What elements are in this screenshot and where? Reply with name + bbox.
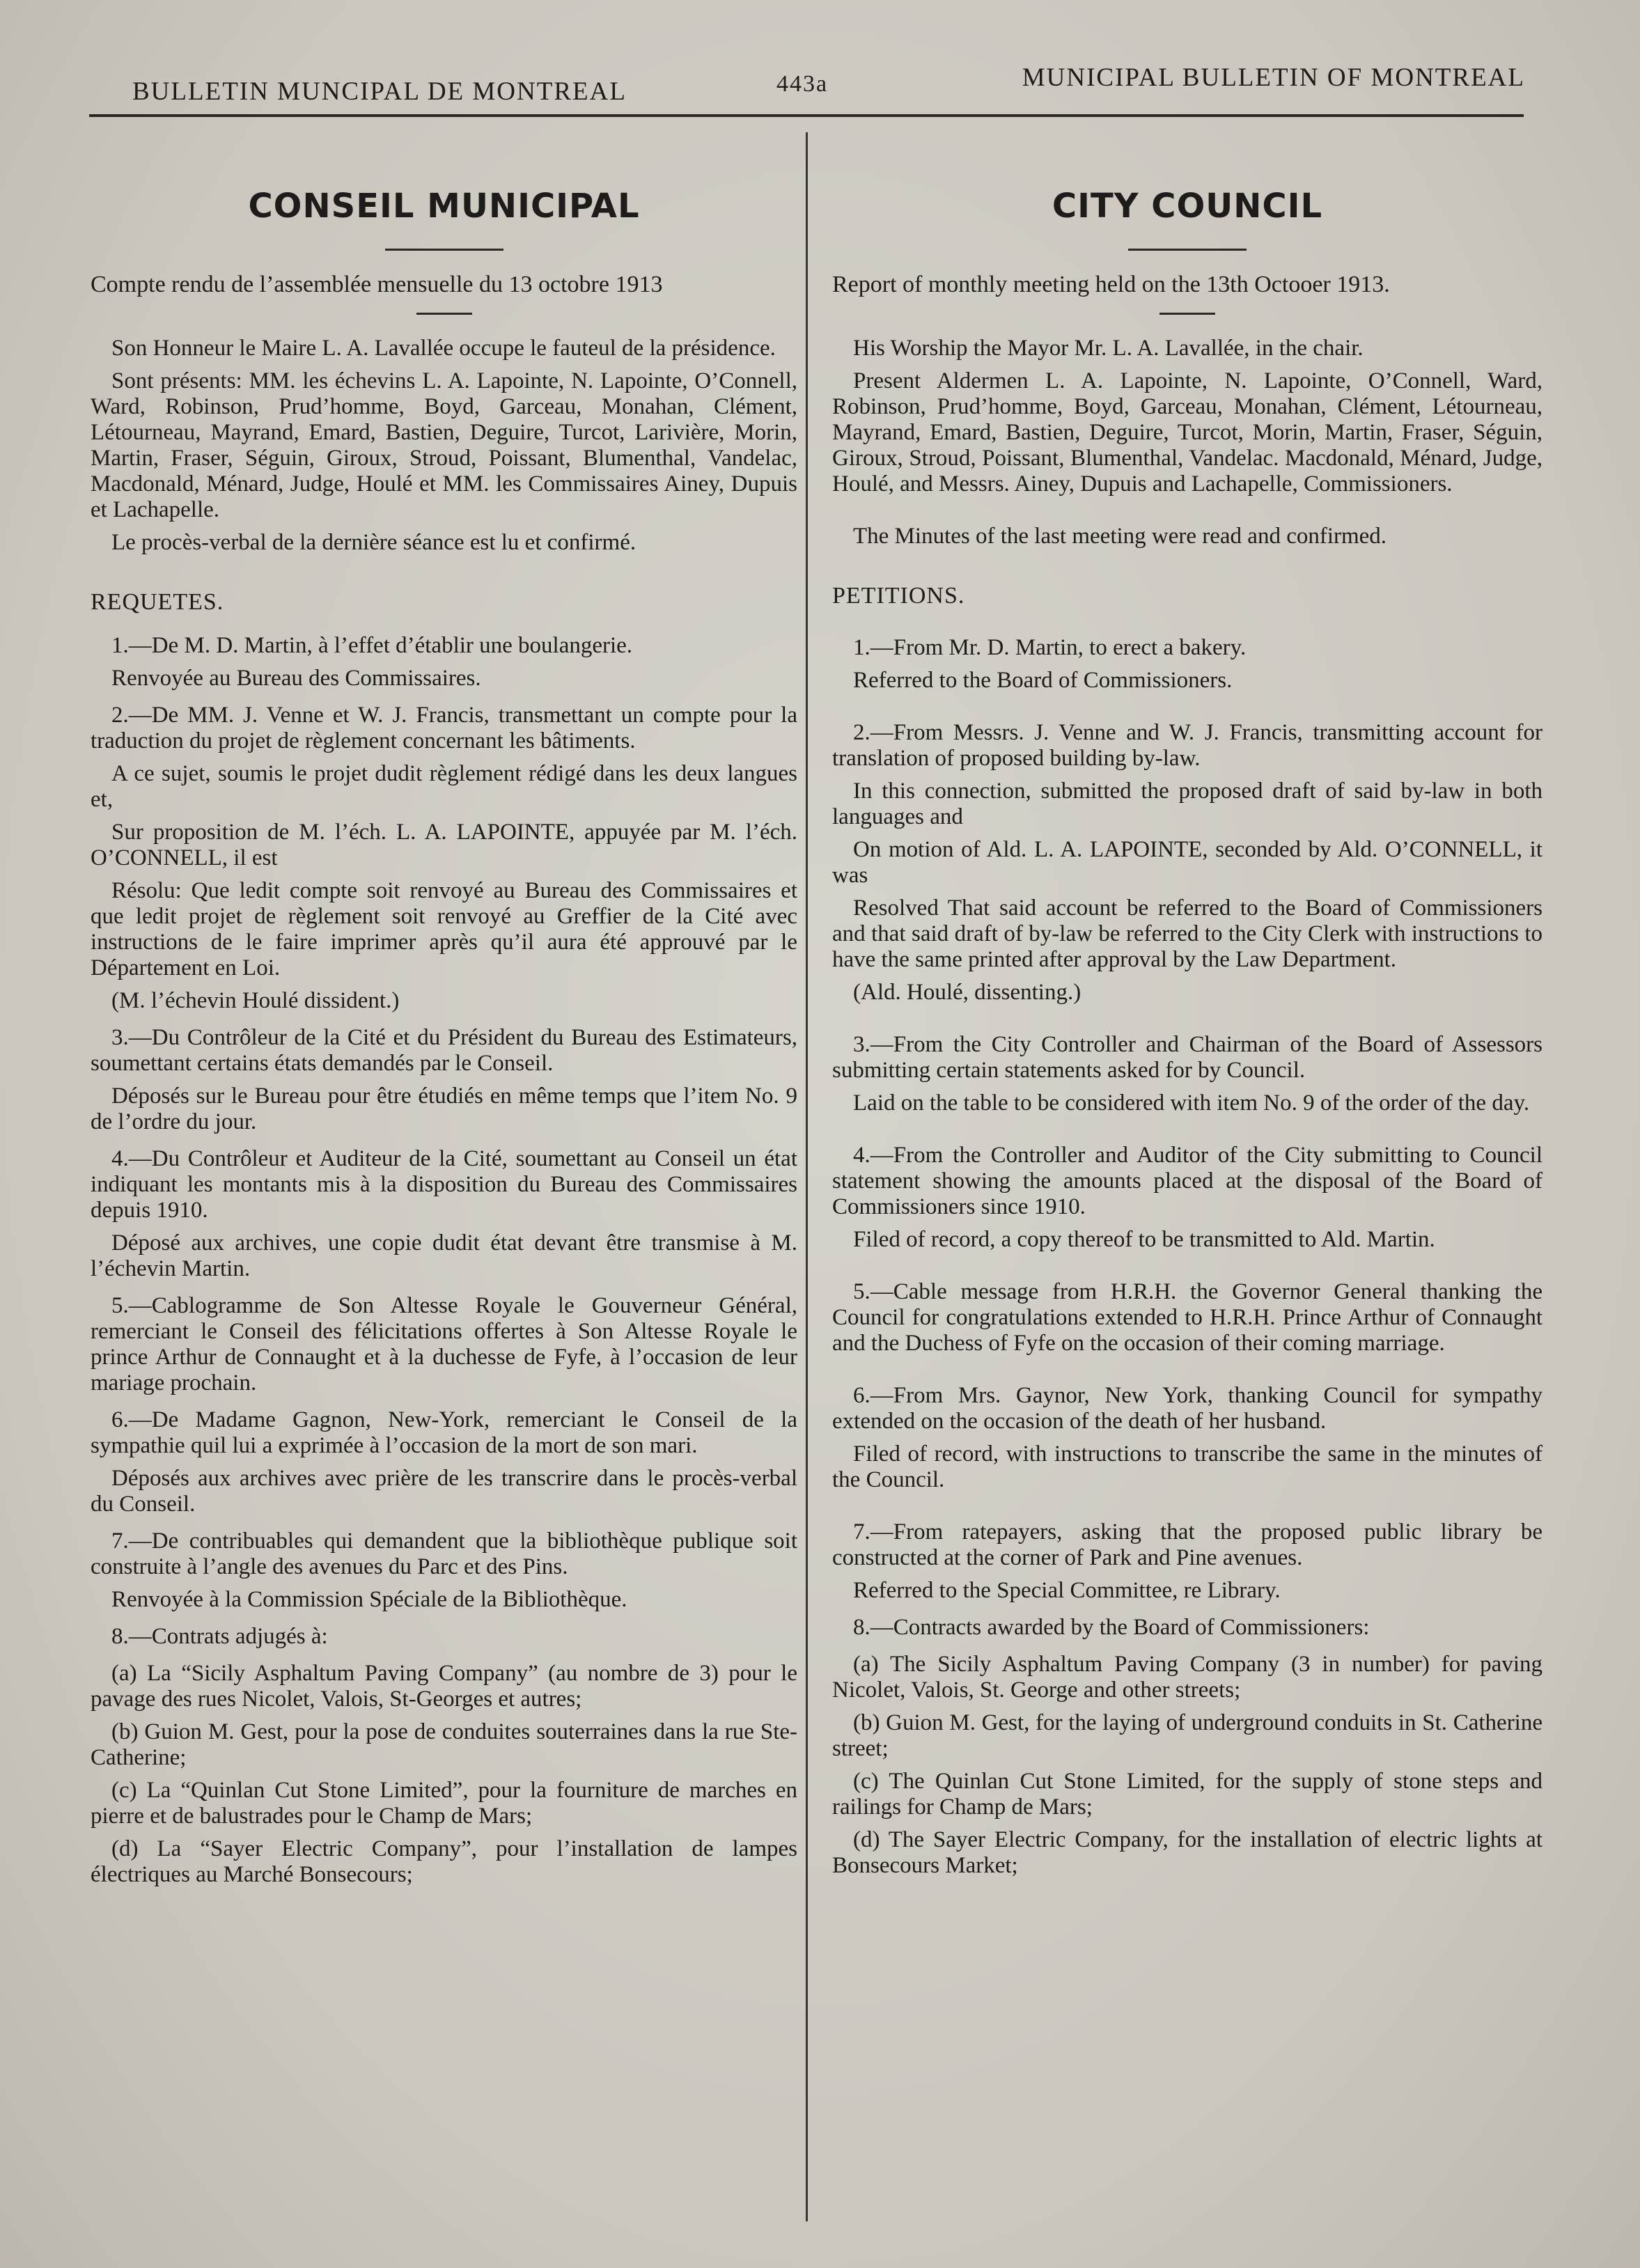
- fr-present: Sont présents: MM. les échevins L. A. Lapointe, N. Lapointe, O’Connell, Ward, Robinson, Prud’homme, Boyd, Garceau, Monahan, Clément, Létourneau, Mayrand, Emard, Bastien, Deguire, Turcot, Larivière, Morin, Martin, Fraser, Séguin, Giroux, Stroud, Poissant, Blumenthal, Vandelac, Macdonald, Ménard, Judge, Houlé et MM. les Commissaires Ainey, Dupuis et Lachapelle.: [91, 368, 797, 522]
- en-item-2-dissent: (Ald. Houlé, dissenting.): [853, 980, 1081, 1005]
- fr-item-4: 4.—Du Contrôleur et Auditeur de la Cité, soumettant au Conseil un état indiquant les montants mis à la disposition du Bureau des Commissaires depuis 1910.: [91, 1146, 797, 1223]
- en-subtitle: Report of monthly meeting held on the 13th Octooer 1913.: [832, 272, 1390, 297]
- en-item-1-action: Referred to the Board of Commissioners.: [853, 668, 1233, 693]
- en-subtitle-rule: [1159, 313, 1215, 315]
- fr-item-6: 6.—De Madame Gagnon, New-York, remerciant le Conseil de la sympathie quil lui a exprimée à l’occasion de la mort de son mari.: [91, 1407, 797, 1458]
- fr-item-6-action: Déposés aux archives avec prière de les transcrire dans le procès-verbal du Conseil.: [91, 1466, 797, 1517]
- fr-minutes: Le procès-verbal de la dernière séance est lu et confirmé.: [111, 530, 637, 555]
- en-item-5: 5.—Cable message from H.R.H. the Governor General thanking the Council for congratulations extended to H.R.H. Prince Arthur of Connaught and the Duchess of Fyfe on the occasion of their coming marriage.: [832, 1279, 1543, 1356]
- en-item-7: 7.—From ratepayers, asking that the proposed public library be constructed at the corner of Park and Pine avenues.: [832, 1519, 1543, 1570]
- page-header: [91, 56, 1525, 111]
- fr-section-heading: REQUETES.: [91, 589, 224, 615]
- en-item-6-action: Filed of record, with instructions to transcribe the same in the minutes of the Council.: [832, 1441, 1543, 1492]
- en-minutes: The Minutes of the last meeting were read and confirmed.: [853, 524, 1387, 549]
- en-item-7-action: Referred to the Special Committee, re Library.: [853, 1578, 1281, 1603]
- page-number: 443a: [776, 71, 829, 97]
- en-item-2-resolution: Resolved That said account be referred to the Board of Commissioners and that said draft of by-law be referred to the City Clerk with instructions to have the same printed after approval by the Law Department.: [832, 896, 1543, 972]
- fr-item-2-submitted: A ce sujet, soumis le projet dudit règlement rédigé dans les deux langues et,: [91, 761, 797, 812]
- en-item-4: 4.—From the Controller and Auditor of the City submitting to Council statement showing the amounts placed at the disposal of the Board of Commissioners since 1910.: [832, 1143, 1543, 1219]
- fr-item-1-action: Renvoyée au Bureau des Commissaires.: [111, 666, 481, 691]
- fr-item-2: 2.—De MM. J. Venne et W. J. Francis, transmettant un compte pour la traduction du projet de règlement concernant les bâtiments.: [91, 703, 797, 753]
- fr-item-8c: (c) La “Quinlan Cut Stone Limited”, pour la fourniture de marches en pierre et de balustrades pour le Champ de Mars;: [91, 1778, 797, 1829]
- fr-chair: Son Honneur le Maire L. A. Lavallée occupe le fauteul de la présidence.: [111, 336, 776, 361]
- en-item-6: 6.—From Mrs. Gaynor, New York, thanking Council for sympathy extended on the occasion of the death of her husband.: [832, 1383, 1543, 1434]
- fr-item-3: 3.—Du Contrôleur de la Cité et du Président du Bureau des Estimateurs, soumettant certains états demandés par le Conseil.: [91, 1025, 797, 1076]
- fr-subtitle-rule: [416, 313, 472, 315]
- fr-item-4-action: Déposé aux archives, une copie dudit état devant être transmise à M. l’échevin Martin.: [91, 1230, 797, 1281]
- fr-item-8b: (b) Guion M. Gest, pour la pose de conduites souterraines dans la rue Ste-Catherine;: [91, 1719, 797, 1770]
- en-chair: His Worship the Mayor Mr. L. A. Lavallée, in the chair.: [853, 336, 1364, 361]
- en-title: CITY COUNCIL: [1052, 187, 1323, 226]
- en-item-1: 1.—From Mr. D. Martin, to erect a bakery.: [853, 635, 1247, 660]
- en-item-3-action: Laid on the table to be considered with item No. 9 of the order of the day.: [853, 1090, 1530, 1116]
- header-title-fr: BULLETIN MUNCIPAL DE MONTREAL: [132, 77, 627, 106]
- fr-title: CONSEIL MUNICIPAL: [248, 187, 640, 226]
- en-title-rule: [1128, 249, 1247, 251]
- english-column: [832, 160, 1543, 1886]
- fr-item-5: 5.—Cablogramme de Son Altesse Royale le Gouverneur Général, remerciant le Conseil des félicitations offertes à Son Altesse Royale le prince Arthur de Connaught et à la duchesse de Fyfe, à l’occasion de leur mariage prochain.: [91, 1293, 797, 1395]
- en-item-3: 3.—From the City Controller and Chairman of the Board of Assessors submitting certain statements asked for by Council.: [832, 1032, 1543, 1083]
- en-item-8b: (b) Guion M. Gest, for the laying of underground conduits in St. Catherine street;: [832, 1710, 1543, 1761]
- en-item-8c: (c) The Quinlan Cut Stone Limited, for the supply of stone steps and railings for Champ de Mars;: [832, 1769, 1543, 1820]
- en-item-8a: (a) The Sicily Asphaltum Paving Company (3 in number) for paving Nicolet, Valois, St. George and other streets;: [832, 1652, 1543, 1703]
- column-divider: [806, 132, 808, 2221]
- en-present: Present Aldermen L. A. Lapointe, N. Lapointe, O’Connell, Ward, Robinson, Prud’homme, Boyd, Garceau, Monahan, Clément, Létourneau, Mayrand, Emard, Bastien, Deguire, Turcot, Morin, Martin, Fraser, Séguin, Giroux, Stroud, Poissant, Blumenthal, Vandelac. Macdonald, Ménard, Judge, Houlé, and Messrs. Ainey, Dupuis and Lachapelle, Commissioners.: [832, 368, 1543, 496]
- fr-item-2-motion: Sur proposition de M. l’éch. L. A. LAPOINTE, appuyée par M. l’éch. O’CONNELL, il est: [91, 820, 797, 870]
- french-column: [91, 160, 797, 1895]
- fr-item-7-action: Renvoyée à la Commission Spéciale de la Bibliothèque.: [111, 1587, 627, 1612]
- fr-item-8d: (d) La “Sayer Electric Company”, pour l’installation de lampes électriques au Marché Bonsecours;: [91, 1836, 797, 1887]
- fr-item-8a: (a) La “Sicily Asphaltum Paving Company” (au nombre de 3) pour le pavage des rues Nicolet, Valois, St-Georges et autres;: [91, 1661, 797, 1712]
- en-item-4-action: Filed of record, a copy thereof to be transmitted to Ald. Martin.: [853, 1227, 1435, 1252]
- header-rule: [89, 114, 1524, 117]
- en-item-8: 8.—Contracts awarded by the Board of Commissioners:: [853, 1615, 1370, 1640]
- fr-item-8: 8.—Contrats adjugés à:: [111, 1624, 328, 1649]
- fr-subtitle: Compte rendu de l’assemblée mensuelle du 13 octobre 1913: [91, 272, 663, 297]
- en-item-8d: (d) The Sayer Electric Company, for the installation of electric lights at Bonsecours Market;: [832, 1827, 1543, 1878]
- en-item-2: 2.—From Messrs. J. Venne and W. J. Francis, transmitting account for translation of proposed building by-law.: [832, 720, 1543, 771]
- fr-item-1: 1.—De M. D. Martin, à l’effet d’établir une boulangerie.: [111, 633, 633, 658]
- fr-item-2-dissent: (M. l’échevin Houlé dissident.): [111, 988, 400, 1013]
- header-title-en: MUNICIPAL BULLETIN OF MONTREAL: [1022, 63, 1525, 92]
- fr-item-3-action: Déposés sur le Bureau pour être étudiés en même temps que l’item No. 9 de l’ordre du jour.: [91, 1084, 797, 1134]
- fr-title-rule: [385, 249, 503, 251]
- fr-item-2-resolution: Résolu: Que ledit compte soit renvoyé au Bureau des Commissaires et que ledit projet de règlement soit renvoyé au Greffier de la Cité avec instructions de le faire imprimer après qu’il aura été approuvé par le Département en Loi.: [91, 878, 797, 980]
- fr-item-7: 7.—De contribuables qui demandent que la bibliothèque publique soit construite à l’angle des avenues du Parc et des Pins.: [91, 1528, 797, 1579]
- en-item-2-submitted: In this connection, submitted the proposed draft of said by-law in both languages and: [832, 779, 1543, 829]
- en-item-2-motion: On motion of Ald. L. A. LAPOINTE, seconded by Ald. O’CONNELL, it was: [832, 837, 1543, 888]
- en-section-heading: PETITIONS.: [832, 583, 965, 609]
